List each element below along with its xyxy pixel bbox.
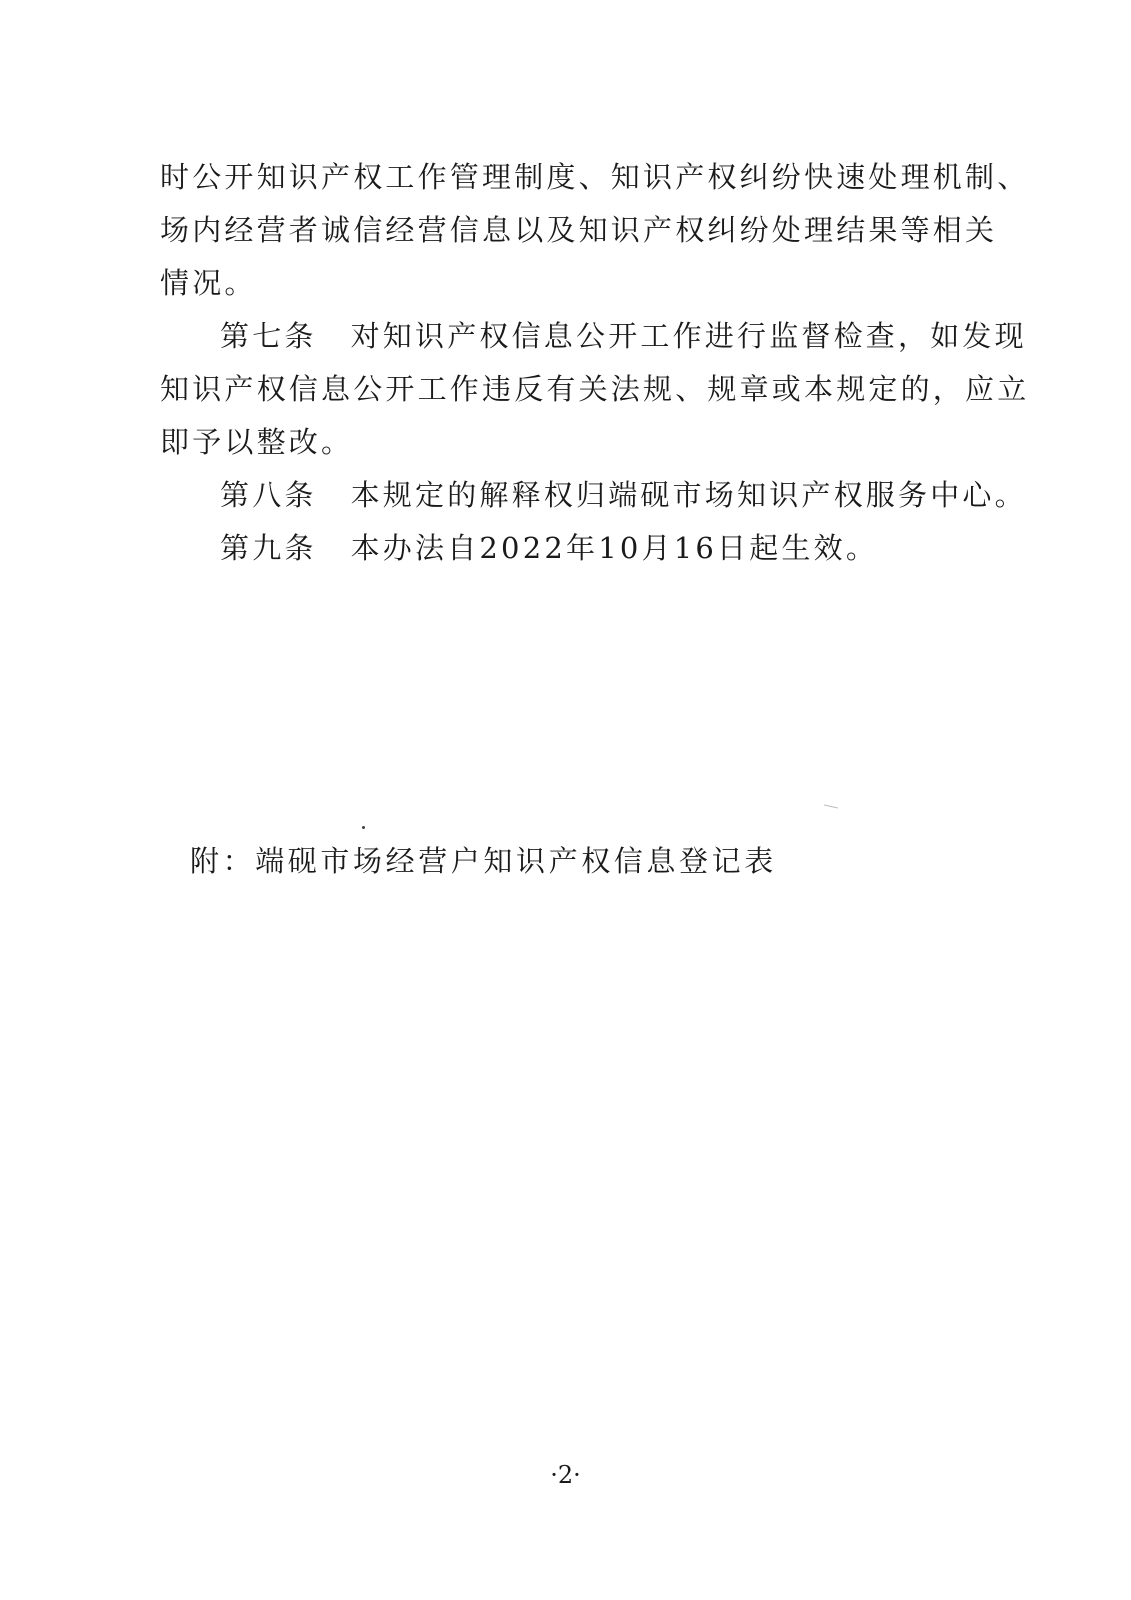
page-number: ·2· (550, 1461, 581, 1489)
article-9-line (220, 528, 878, 568)
paragraph-line: 即予以整改。 (160, 425, 354, 459)
article-8-label: 第八条 (220, 478, 317, 512)
article-7-label: 第七条 (220, 319, 317, 353)
article-9-text: 本办法自2022年10月16日起生效。 (350, 531, 879, 565)
article-7-text: 对知识产权信息公开工作进行监督检查，如发现 (350, 319, 1027, 353)
paragraph-line: 情况。 (160, 266, 257, 300)
article-9-label: 第九条 (220, 531, 317, 565)
attachment-note: 附：端砚市场经营户知识产权信息登记表 (190, 844, 777, 878)
scan-mark (824, 805, 838, 809)
paragraph-line: 知识产权信息公开工作违反有关法规、规章或本规定的，应立 (160, 372, 1030, 406)
article-8-text: 本规定的解释权归端砚市场知识产权服务中心。 (350, 478, 1027, 512)
article-7-first-line (220, 316, 1027, 356)
paragraph-line: 场内经营者诚信经营信息以及知识产权纠纷处理结果等相关 (160, 213, 998, 247)
paragraph-line: 时公开知识产权工作管理制度、知识产权纠纷快速处理机制、 (160, 160, 1030, 194)
article-8-line (220, 475, 1027, 515)
scan-speck (362, 826, 365, 829)
